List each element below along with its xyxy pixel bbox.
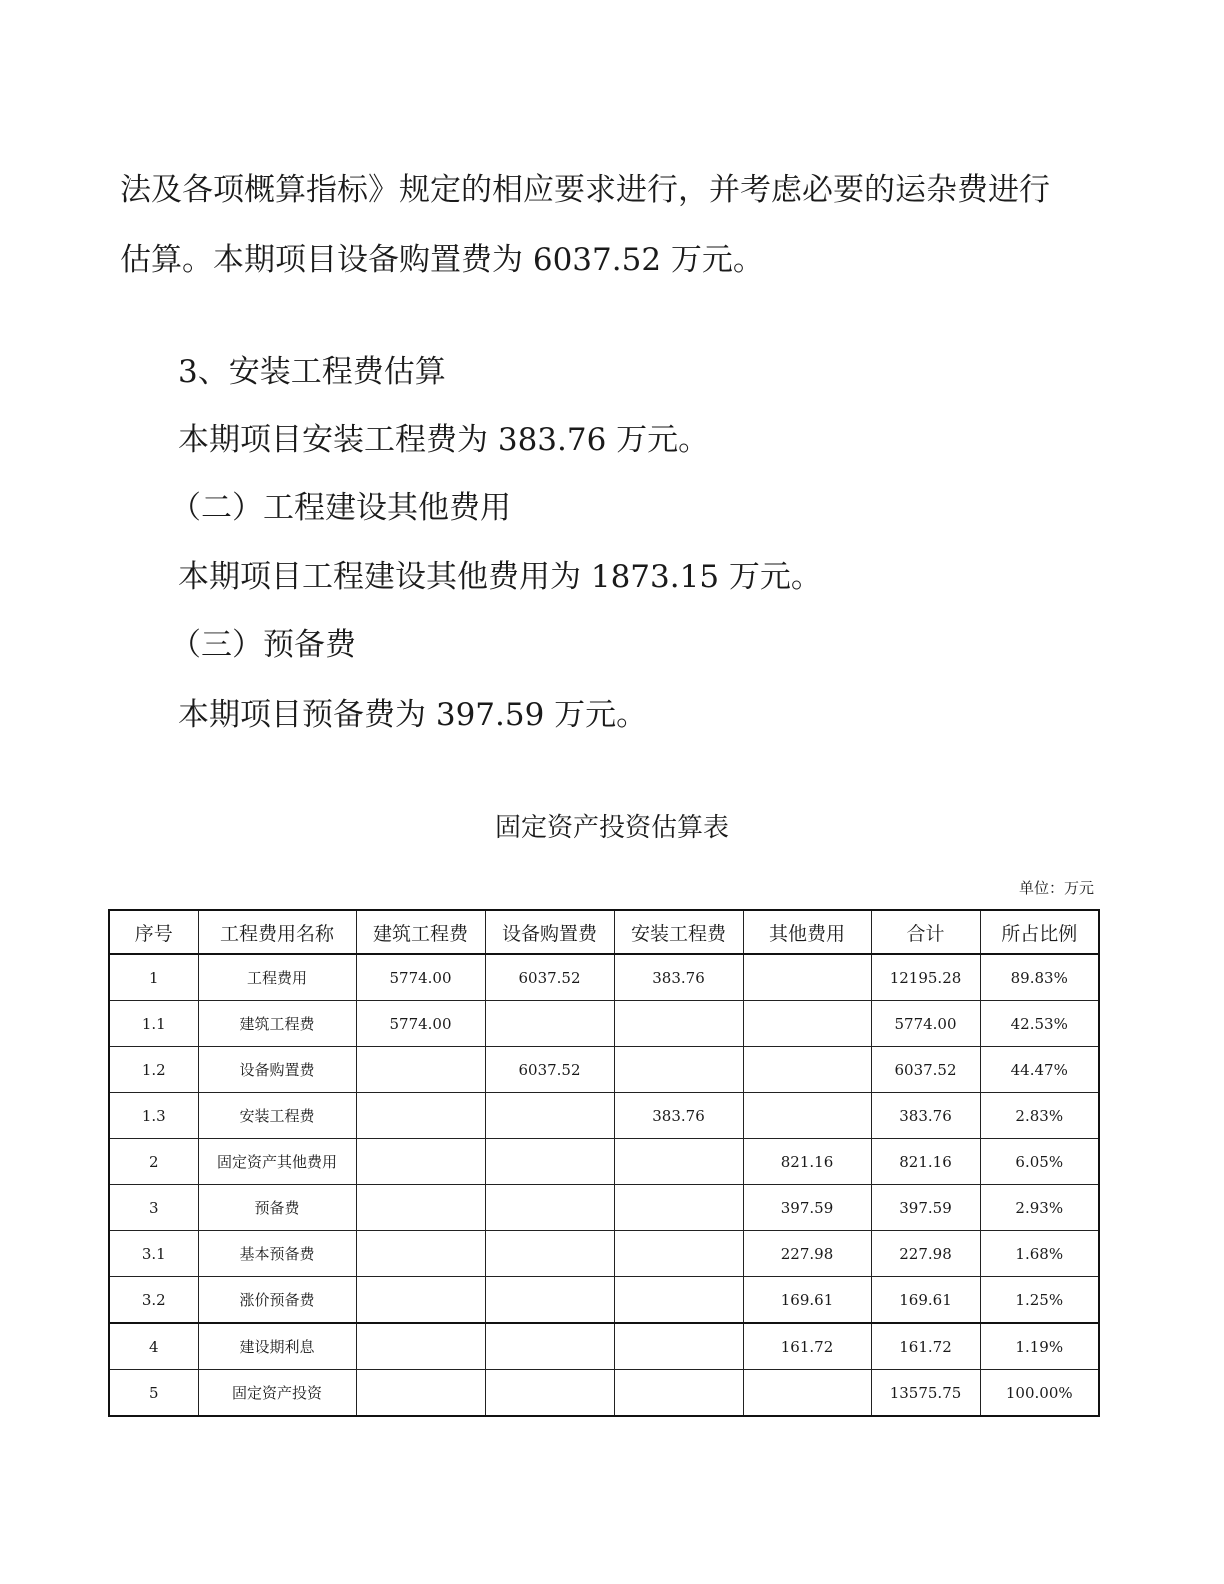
table-cell (743, 954, 871, 1001)
table-cell: 383.76 (614, 954, 743, 1001)
table-cell: 1.3 (109, 1093, 198, 1139)
table-cell: 2.93% (980, 1185, 1099, 1231)
table-cell (485, 1185, 614, 1231)
table-cell: 13575.75 (871, 1370, 980, 1417)
table-cell: 12195.28 (871, 954, 980, 1001)
table-row (109, 1323, 1099, 1370)
table-cell: 6037.52 (871, 1047, 980, 1093)
table-row (109, 954, 1099, 1001)
table-cell (614, 1001, 743, 1047)
table-cell (485, 1139, 614, 1185)
table-row (109, 1277, 1099, 1324)
table-row (109, 1185, 1099, 1231)
table-cell: 6.05% (980, 1139, 1099, 1185)
body-paragraph-line: 本期项目安装工程费为 383.76 万元。 (178, 422, 710, 458)
table-cell: 1.1 (109, 1001, 198, 1047)
table-cell: 1.68% (980, 1231, 1099, 1277)
table-cell: 5774.00 (356, 1001, 485, 1047)
table-cell: 821.16 (871, 1139, 980, 1185)
table-cell: 44.47% (980, 1047, 1099, 1093)
table-cell: 227.98 (743, 1231, 871, 1277)
table-cell (614, 1323, 743, 1370)
table-cell: 6037.52 (485, 1047, 614, 1093)
table-cell: 工程费用 (198, 954, 356, 1001)
table-row (109, 1231, 1099, 1277)
table-cell: 建筑工程费 (198, 1001, 356, 1047)
table-cell: 89.83% (980, 954, 1099, 1001)
table-cell (356, 1139, 485, 1185)
header-cell-installation: 安装工程费 (614, 910, 743, 954)
table-cell: 基本预备费 (198, 1231, 356, 1277)
body-paragraph-line: 法及各项概算指标》规定的相应要求进行，并考虑必要的运杂费进行 (120, 172, 1050, 208)
table-cell: 1.2 (109, 1047, 198, 1093)
table-cell (743, 1001, 871, 1047)
body-paragraph-line: 本期项目预备费为 397.59 万元。 (178, 697, 648, 733)
body-paragraph-line: 估算。本期项目设备购置费为 6037.52 万元。 (120, 242, 764, 278)
header-cell-other: 其他费用 (743, 910, 871, 954)
header-cell-equipment: 设备购置费 (485, 910, 614, 954)
body-paragraph-line: 本期项目工程建设其他费用为 1873.15 万元。 (178, 559, 822, 595)
table-cell: 固定资产其他费用 (198, 1139, 356, 1185)
table-cell (743, 1093, 871, 1139)
table-cell: 2.83% (980, 1093, 1099, 1139)
table-cell (356, 1323, 485, 1370)
table-cell (614, 1231, 743, 1277)
table-cell (614, 1185, 743, 1231)
table-row (109, 1093, 1099, 1139)
table-cell: 固定资产投资 (198, 1370, 356, 1417)
table-cell (485, 1323, 614, 1370)
table-cell (356, 1370, 485, 1417)
section-heading: （二）工程建设其他费用 (170, 490, 511, 526)
section-heading: （三）预备费 (170, 627, 356, 663)
section-heading: 3、安装工程费估算 (178, 354, 446, 390)
fixed-asset-estimate-table (108, 909, 1100, 1417)
table-cell: 821.16 (743, 1139, 871, 1185)
table-cell: 5 (109, 1370, 198, 1417)
table-cell (614, 1139, 743, 1185)
table-cell (356, 1185, 485, 1231)
table-cell (743, 1047, 871, 1093)
table-row (109, 1047, 1099, 1093)
header-cell-construction: 建筑工程费 (356, 910, 485, 954)
table-header-row (109, 910, 1099, 954)
table-cell (356, 1231, 485, 1277)
table-cell (485, 1093, 614, 1139)
table-cell: 5774.00 (356, 954, 485, 1001)
header-cell-ratio: 所占比例 (980, 910, 1099, 954)
table-cell: 227.98 (871, 1231, 980, 1277)
header-cell-index: 序号 (109, 910, 198, 954)
table-cell (356, 1047, 485, 1093)
table-cell: 161.72 (871, 1323, 980, 1370)
table-cell (485, 1001, 614, 1047)
table-cell: 1.19% (980, 1323, 1099, 1370)
table-cell (356, 1277, 485, 1324)
table-cell: 42.53% (980, 1001, 1099, 1047)
table-cell (614, 1370, 743, 1417)
table-cell (356, 1093, 485, 1139)
table-cell: 安装工程费 (198, 1093, 356, 1139)
table-cell: 4 (109, 1323, 198, 1370)
table-cell (485, 1370, 614, 1417)
table-row (109, 1139, 1099, 1185)
table-cell (614, 1277, 743, 1324)
table-cell: 5774.00 (871, 1001, 980, 1047)
table-cell: 3 (109, 1185, 198, 1231)
table-cell: 169.61 (743, 1277, 871, 1324)
table-cell (485, 1277, 614, 1324)
table-cell: 3.2 (109, 1277, 198, 1324)
table-row (109, 1001, 1099, 1047)
table-cell: 6037.52 (485, 954, 614, 1001)
table-cell: 建设期利息 (198, 1323, 356, 1370)
table-cell: 1 (109, 954, 198, 1001)
table-row (109, 1370, 1099, 1417)
table-cell (614, 1047, 743, 1093)
table-cell (743, 1370, 871, 1417)
table-cell: 383.76 (614, 1093, 743, 1139)
table-unit-label: 单位：万元 (1018, 879, 1094, 897)
table-cell: 设备购置费 (198, 1047, 356, 1093)
table-cell: 397.59 (743, 1185, 871, 1231)
header-cell-name: 工程费用名称 (198, 910, 356, 954)
table-cell: 397.59 (871, 1185, 980, 1231)
table-cell (485, 1231, 614, 1277)
table-cell: 383.76 (871, 1093, 980, 1139)
table-cell: 3.1 (109, 1231, 198, 1277)
table-cell: 预备费 (198, 1185, 356, 1231)
table-cell: 161.72 (743, 1323, 871, 1370)
table-cell: 1.25% (980, 1277, 1099, 1324)
table-cell: 2 (109, 1139, 198, 1185)
table-title: 固定资产投资估算表 (494, 813, 729, 843)
table-cell: 100.00% (980, 1370, 1099, 1417)
table-cell: 169.61 (871, 1277, 980, 1324)
header-cell-total: 合计 (871, 910, 980, 954)
table-cell: 涨价预备费 (198, 1277, 356, 1324)
